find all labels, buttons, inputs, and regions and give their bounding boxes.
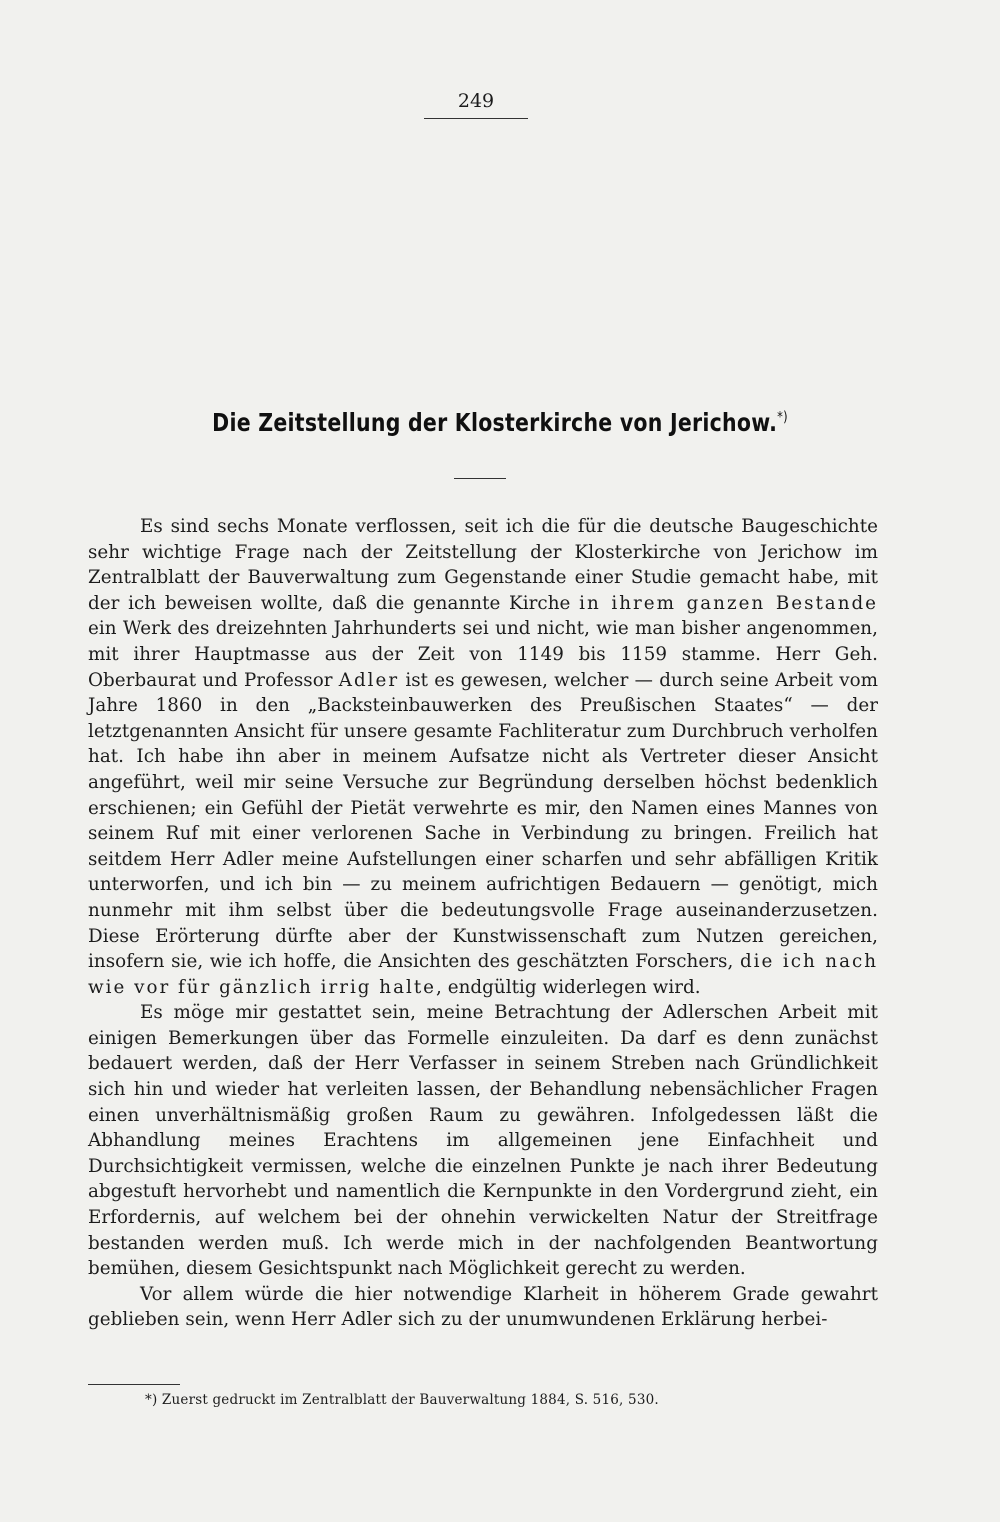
paragraph-1 xyxy=(88,514,878,1000)
footnote-divider xyxy=(88,1384,180,1385)
paragraph-1-part-d: , endgültig widerlegen wird. xyxy=(436,976,701,998)
page-number: 249 xyxy=(424,90,528,119)
paragraph-1-part-b: ein Werk des dreizehnten Jahrhunderts sei und nicht, wie man bisher angenommen, mit ihrer Hauptmasse aus der Zeit von 1149 bis 1159 stamme. Herr Geh. Oberbaurat und Professor xyxy=(88,618,878,691)
article-body xyxy=(88,514,878,1333)
footnote: *) Zuerst gedruckt im Zentralblatt der Bauverwaltung 1884, S. 516, 530. xyxy=(145,1392,659,1408)
emphasis-irrig: die ich nach wie vor für gänzlich irrig halte xyxy=(88,951,878,998)
paragraph-1-part-c: ist es gewesen, welcher — durch seine Arbeit vom Jahre 1860 in den „Backsteinbauwerken des Preußischen Staates“ — der letztgenannten Ansicht für unsere gesamte Fachliteratur zum Durchbruch verholfen hat. Ich habe ihn aber in meinem Aufsatze nicht als Vertreter dieser Ansicht angeführt, weil mir seine Versuche zur Begründung derselben höchst bedenklich erschienen; ein Gefühl der Pietät verwehrte es mir, den Namen eines Mannes von seinem Ruf mit einer verlorenen Sache in Verbindung zu bringen. Freilich hat seitdem Herr Adler meine Aufstellungen einer scharfen und sehr abfälligen Kritik unterworfen, und ich bin — zu meinem aufrichtigen Bedauern — genötigt, mich nunmehr mit ihm selbst über die bedeutungsvolle Frage auseinanderzusetzen. Diese Erörterung dürfte aber der Kunstwissenschaft zum Nutzen gereichen, insofern sie, wie ich hoffe, die Ansichten des geschätzten Forschers, xyxy=(88,669,879,973)
title-divider xyxy=(454,478,506,479)
emphasis-name-adler: Adler xyxy=(338,669,400,691)
title-footnote-mark: *) xyxy=(777,409,788,426)
emphasis-ganzen-bestande: in ihrem ganzen Bestande xyxy=(579,592,879,614)
article-title xyxy=(90,408,910,437)
paragraph-2: Es möge mir gestattet sein, meine Betrachtung der Adlerschen Arbeit mit einigen Bemerkungen über das Formelle einzuleiten. Da darf es denn zunächst bedauert werden, daß der Herr Verfasser in seinem Streben nach Gründlichkeit sich hin und wieder hat verleiten lassen, der Behandlung nebensächlicher Fragen einen unverhältnismäßig großen Raum zu gewähren. Infolgedessen läßt die Abhandlung meines Erachtens im allgemeinen jene Einfachheit und Durchsichtigkeit vermissen, welche die einzelnen Punkte je nach ihrer Bedeutung abgestuft hervorhebt und namentlich die Kernpunkte in den Vordergrund zieht, ein Erfordernis, auf welchem bei der ohnehin verwickelten Natur der Streitfrage bestanden werden muß. Ich werde mich in der nachfolgenden Beantwortung bemühen, diesem Gesichtspunkt nach Möglichkeit gerecht zu werden. xyxy=(88,1002,878,1280)
title-text: Die Zeitstellung der Klosterkirche von Jerichow. xyxy=(212,408,778,437)
paragraph-3: Vor allem würde die hier notwendige Klarheit in höherem Grade gewahrt geblieben sein, wenn Herr Adler sich zu der unumwundenen Erklärung herbei- xyxy=(88,1283,878,1331)
paragraph-1-part-a: Es sind sechs Monate verflossen, seit ich die für die deutsche Baugeschichte sehr wichtige Frage nach der Zeitstellung der Klosterkirche von Jerichow im Zentralblatt der Bauverwaltung zum Gegenstande einer Studie gemacht habe, mit der ich beweisen wollte, daß die genannte Kirche xyxy=(88,516,878,614)
